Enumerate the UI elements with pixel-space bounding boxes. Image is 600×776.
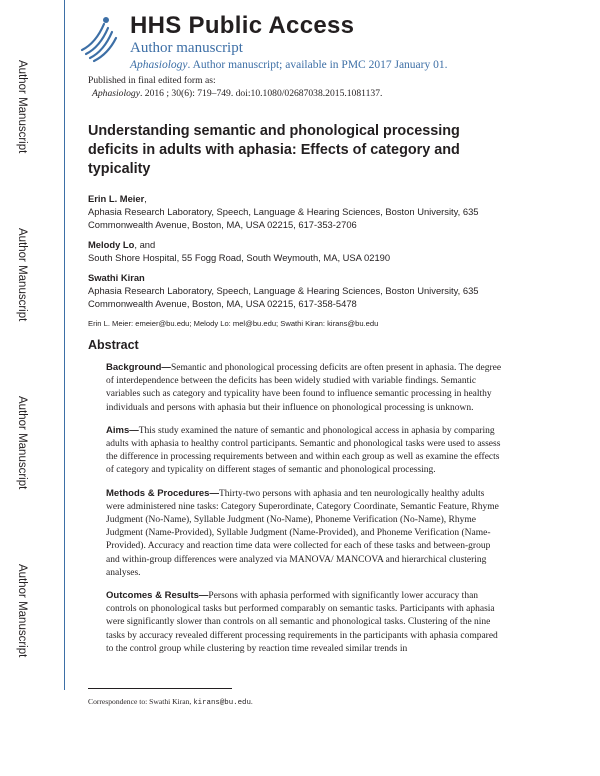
author-name: Erin L. Meier <box>88 193 145 204</box>
sidebar-label: Author Manuscript <box>16 228 28 322</box>
publication-info <box>88 74 508 100</box>
author-affiliation: Aphasia Research Laboratory, Speech, Language & Hearing Sciences, Boston University, 635 Commonwealth Avenue, Boston, MA, USA 02215, 617-353-2706 <box>88 206 479 230</box>
abstract-methods <box>106 487 502 580</box>
section-text: This study examined the nature of semantic and phonological access in aphasia by comparing adults with aphasia to healthy control participants. Semantic and phonological tasks were used to assess the difference in processing requirements between and within each group as well as examine the effects of category and typicality on different stages of semantic and phonological processing. <box>106 425 501 476</box>
citation-details: . 2016 ; 30(6): 719–749. doi:10.1080/02687038.2015.1081137. <box>139 88 383 99</box>
abstract-background <box>106 361 502 415</box>
author-emails: Erin L. Meier: emeier@bu.edu; Melody Lo: mel@bu.edu; Swathi Kiran: kirans@bu.edu <box>88 319 379 328</box>
citation <box>88 87 508 100</box>
correspondence-footnote <box>88 697 253 707</box>
hhs-header <box>76 10 576 74</box>
sidebar-label: Author Manuscript <box>16 60 28 154</box>
author-block <box>88 238 508 264</box>
hhs-eagle-logo-icon <box>76 10 122 64</box>
section-text: Semantic and phonological processing deficits are often present in aphasia. The degree of interdependence between the deficits has been widely studied with variable findings. Semantic variables such as category and typicality have been found to influence semantic processing in healthy individuals and persons with aphasia but their influence on phonological processing is unknown. <box>106 363 502 413</box>
abstract-outcomes <box>106 589 502 656</box>
author-name: Melody Lo <box>88 239 135 250</box>
author-affiliation: South Shore Hospital, 55 Fogg Road, South Weymouth, MA, USA 02190 <box>88 252 391 263</box>
author-suffix: , and <box>134 239 156 250</box>
article-content <box>88 74 508 656</box>
sidebar-label: Author Manuscript <box>16 564 28 658</box>
author-name: Swathi Kiran <box>88 272 145 283</box>
author-block <box>88 192 508 231</box>
section-label: Outcomes & Results— <box>106 590 209 602</box>
abstract-heading: Abstract <box>88 338 139 352</box>
correspondence-suffix: . <box>250 697 253 706</box>
article-title: Understanding semantic and phonological processing deficits in adults with aphasia: Effects of category and typicality <box>88 123 460 177</box>
availability-text: . Author manuscript; available in PMC 2017 January 01. <box>187 59 448 71</box>
sidebar-label: Author Manuscript <box>16 396 28 490</box>
abstract-aims <box>106 424 502 478</box>
author-manuscript-label: Author manuscript <box>130 40 243 56</box>
hhs-public-access-title: HHS Public Access <box>130 12 355 39</box>
section-label: Background— <box>106 362 171 373</box>
section-text: Persons with aphasia performed with significantly lower accuracy than controls on phonological tasks but performed comparably on semantic tasks. Participants with aphasia were significantly slower than controls on all semantic and phonological tasks. Clustering of the nine tasks by accuracy revealed different processing requirements in the participants with aphasia compared to the control group while clustering by reaction time revealed similar trends in <box>106 591 498 654</box>
section-label: Methods & Procedures— <box>106 487 219 499</box>
author-block <box>88 271 508 310</box>
citation-journal: Aphasiology <box>92 88 140 99</box>
author-manuscript-sidebar <box>0 0 65 690</box>
section-text: Thirty-two persons with aphasia and ten neurologically healthy adults were administered nine tasks: Category Superordinate, Category Coordinate, Semantic Feature, Rhyme Judgment (No-Name), Syllable Judgment (No-Name), Phoneme Verification (No-Name), Rhyme Judgment (Name-Provided), Syllable Judgment (Name-Provided), and Phoneme Verification (Name-Provided). Accuracy and reaction time data were collected for each of these tasks and between-group and within-group differences were analyzed via MANOVA/ MANCOVA and hierarchical clustering analyses. <box>106 488 499 578</box>
correspondence-prefix: Correspondence to: Swathi Kiran, <box>88 697 194 706</box>
availability-line <box>130 59 448 71</box>
journal-name: Aphasiology <box>130 59 188 71</box>
correspondence-email[interactable]: kirans@bu.edu <box>193 699 251 707</box>
author-suffix: , <box>144 193 147 204</box>
published-label: Published in final edited form as: <box>88 75 216 86</box>
author-affiliation: Aphasia Research Laboratory, Speech, Language & Hearing Sciences, Boston University, 635 Commonwealth Avenue, Boston, MA, USA 02215, 617-358-5478 <box>88 285 479 309</box>
footnote-divider <box>88 688 232 689</box>
section-label: Aims— <box>106 424 139 436</box>
